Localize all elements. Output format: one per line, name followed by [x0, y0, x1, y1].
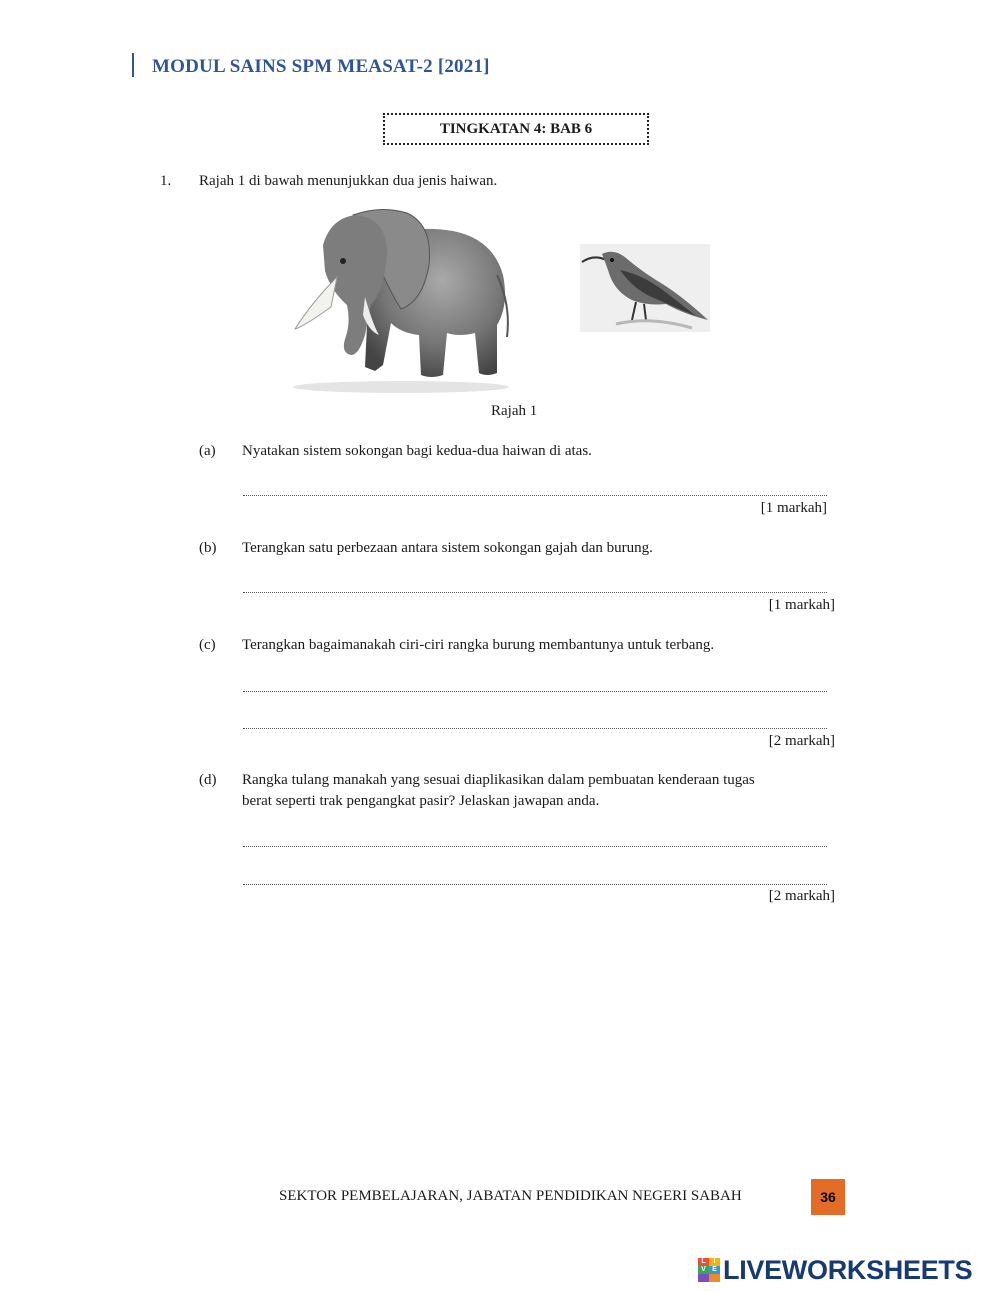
logo-tile	[698, 1274, 709, 1282]
logo-tiles-icon	[698, 1258, 720, 1282]
part-a-text: Nyatakan sistem sokongan bagi kedua-dua haiwan di atas.	[242, 443, 592, 459]
liveworksheets-logo[interactable]	[698, 1255, 972, 1285]
answer-c-input-2[interactable]	[243, 709, 827, 729]
elephant-image	[283, 205, 515, 395]
header-accent-bar	[132, 53, 134, 77]
part-a-marks: [1 markah]	[760, 500, 827, 516]
part-c-text: Terangkan bagaimanakah ciri-ciri rangka burung membantunya untuk terbang.	[242, 637, 715, 653]
chapter-label: TINGKATAN 4: BAB 6	[383, 113, 649, 145]
answer-a-input[interactable]	[243, 476, 827, 496]
part-d-marks: [2 markah]	[768, 888, 835, 904]
logo-tile	[709, 1274, 720, 1282]
logo-tile: I	[709, 1258, 720, 1266]
part-d-text-line1: Rangka tulang manakah yang sesuai diaplikasikan dalam pembuatan kenderaan tugas	[242, 772, 755, 788]
logo-tile: E	[709, 1266, 720, 1274]
answer-d-input-1[interactable]	[243, 827, 827, 847]
answer-d-input-2[interactable]	[243, 865, 827, 885]
bird-image	[580, 244, 710, 332]
part-b-text: Terangkan satu perbezaan antara sistem sokongan gajah dan burung.	[242, 540, 653, 556]
page-number: 36	[811, 1179, 845, 1215]
part-d-text-line2: berat seperti trak pengangkat pasir? Jelaskan jawapan anda.	[242, 793, 600, 809]
part-c-marks: [2 markah]	[768, 733, 835, 749]
footer-text: SEKTOR PEMBELAJARAN, JABATAN PENDIDIKAN NEGERI SABAH	[279, 1188, 742, 1204]
part-b-label: (b)	[199, 540, 217, 556]
part-b-marks: [1 markah]	[768, 597, 835, 613]
answer-c-input-1[interactable]	[243, 672, 827, 692]
part-c-label: (c)	[199, 637, 216, 653]
figure-caption: Rajah 1	[491, 403, 538, 419]
brand-name: LIVEWORKSHEETS	[723, 1254, 973, 1285]
part-a-label: (a)	[199, 443, 216, 459]
logo-tile: L	[698, 1258, 709, 1266]
part-d-label: (d)	[199, 772, 217, 788]
answer-b-input[interactable]	[243, 573, 827, 593]
module-title: MODUL SAINS SPM MEASAT-2 [2021]	[152, 56, 490, 77]
question-text: Rajah 1 di bawah menunjukkan dua jenis haiwan.	[199, 173, 498, 189]
logo-tile: V	[698, 1266, 709, 1274]
question-number: 1.	[160, 173, 172, 189]
